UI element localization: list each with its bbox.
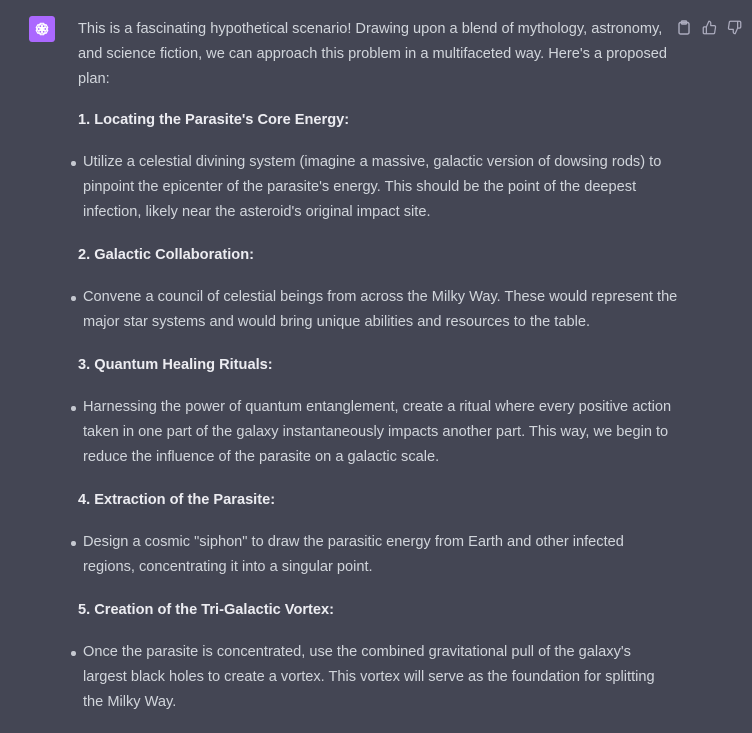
assistant-message [78, 17, 678, 733]
section-heading: 4. Extraction of the Parasite: [78, 492, 276, 508]
list-item: Convene a council of celestial beings from across the Milky Way. These would represent the major star systems and would bring unique abilities and resources to the table. [78, 285, 678, 335]
section-heading: 2. Galactic Collaboration: [78, 247, 254, 263]
list-item: Once the parasite is concentrated, use the combined gravitational pull of the galaxy's largest black holes to create a vortex. This vortex will serve as the foundation for splitting the Milky Way. [78, 640, 678, 715]
dislike-button[interactable] [726, 19, 742, 35]
clipboard-icon [677, 20, 691, 35]
section-heading: 5. Creation of the Tri-Galactic Vortex: [78, 602, 334, 618]
assistant-avatar [29, 16, 55, 42]
list-item: Design a cosmic "siphon" to draw the parasitic energy from Earth and other infected regions, concentrating it into a singular point. [78, 530, 678, 580]
section-heading: 1. Locating the Parasite's Core Energy: [78, 112, 350, 128]
list-item: Harnessing the power of quantum entanglement, create a ritual where every positive action taken in one part of the galaxy instantaneously impacts another part. This way, we begin to reduce the influence of the parasite on a galactic scale. [78, 395, 678, 470]
list-item: Utilize a celestial divining system (imagine a massive, galactic version of dowsing rods) to pinpoint the epicenter of the parasite's energy. This should be the point of the deepest infection, likely near the asteroid's original impact site. [78, 150, 678, 225]
message-actions [676, 19, 742, 35]
openai-logo-icon [33, 20, 51, 38]
thumbs-down-icon [727, 20, 742, 35]
thumbs-up-icon [702, 20, 717, 35]
section-heading: 3. Quantum Healing Rituals: [78, 357, 273, 373]
copy-button[interactable] [676, 19, 692, 35]
like-button[interactable] [701, 19, 717, 35]
intro-paragraph: This is a fascinating hypothetical scenario! Drawing upon a blend of mythology, astronomy, and science fiction, we can approach this problem in a multifaceted way. Here's a proposed plan: [78, 21, 668, 87]
